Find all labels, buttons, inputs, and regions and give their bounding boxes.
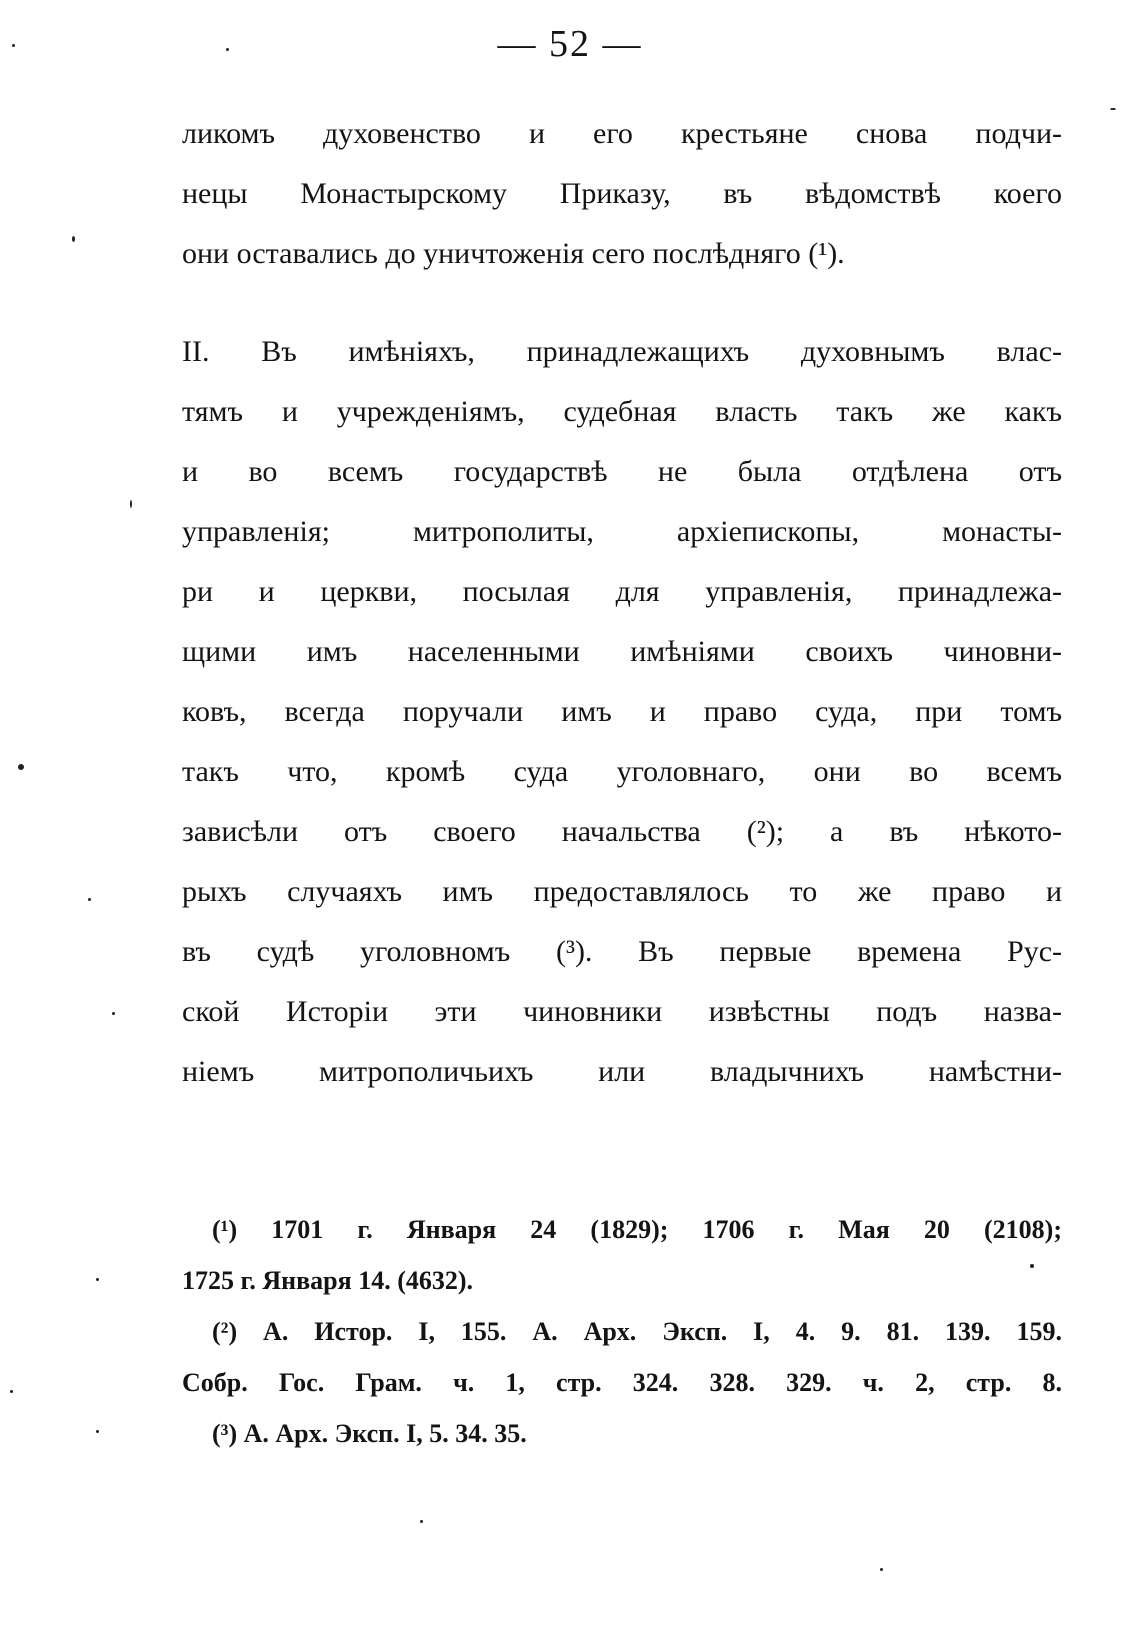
footnote-3-line: (³) А. Арх. Эксп. I, 5. 34. 35. <box>212 1419 527 1448</box>
text-line: рыхъ случаяхъ имъ предоставлялось то же право и <box>182 875 1062 908</box>
text-line: щими имъ населенными имѣніями своихъ чиновни- <box>182 635 1062 668</box>
footnote-1-line: (¹) 1701 г. Января 24 (1829); 1706 г. Мая 20 (2108); <box>212 1215 1062 1244</box>
scan-speck <box>96 1278 99 1281</box>
scan-speck <box>88 898 91 901</box>
text-line: II. Въ имѣніяхъ, принадлежащихъ духовнымъ влас- <box>182 335 1062 368</box>
text-line: въ судѣ уголовномъ (³). Въ первые времена Рус- <box>182 935 1062 968</box>
scan-speck <box>112 1012 115 1015</box>
scan-speck <box>72 236 75 242</box>
footnote-2-line: Собр. Гос. Грам. ч. 1, стр. 324. 328. 329. ч. 2, стр. 8. <box>182 1368 1062 1397</box>
scan-speck <box>130 500 132 508</box>
text-line: ніемъ митрополичьихъ или владычнихъ намѣстни- <box>182 1055 1062 1088</box>
text-line: нецы Монастырскому Приказу, въ вѣдомствѣ коего <box>182 177 1062 210</box>
scan-speck <box>420 1520 423 1523</box>
scan-speck <box>12 44 15 47</box>
scan-speck <box>226 48 229 51</box>
text-line: такъ что, кромѣ суда уголовнаго, они во всемъ <box>182 755 1062 788</box>
text-line: ри и церкви, посылая для управленія, принадлежа- <box>182 575 1062 608</box>
text-line: зависѣли отъ своего начальства (²); а въ нѣкото- <box>182 815 1062 848</box>
scan-speck <box>18 764 24 770</box>
text-line: управленія; митрополиты, архіепископы, монасты- <box>182 515 1062 548</box>
text-line: и во всемъ государствѣ не была отдѣлена отъ <box>182 455 1062 488</box>
scan-speck <box>10 1390 13 1393</box>
footnote-1-line: 1725 г. Января 14. (4632). <box>182 1266 474 1295</box>
text-line: они оставались до уничтоженія сего послѣдняго (¹). <box>182 237 845 270</box>
scan-speck <box>880 1568 883 1571</box>
scan-speck <box>1110 108 1116 110</box>
paragraph-continuation <box>182 104 1062 284</box>
scan-speck <box>1030 1264 1034 1268</box>
text-line: тямъ и учрежденіямъ, судебная власть такъ же какъ <box>182 395 1062 428</box>
text-line: ковъ, всегда поручали имъ и право суда, при томъ <box>182 695 1062 728</box>
footnotes <box>182 1204 1062 1459</box>
paragraph-section-ii <box>182 322 1062 1102</box>
page-number: — 52 — <box>497 23 643 65</box>
footnote-2-line: (²) А. Истор. I, 155. А. Арх. Эксп. I, 4. 9. 81. 139. 159. <box>212 1317 1062 1346</box>
scan-speck <box>96 1430 99 1433</box>
text-line: ской Исторіи эти чиновники извѣстны подъ назва- <box>182 995 1062 1028</box>
text-line: ликомъ духовенство и его крестьяне снова подчи- <box>182 117 1062 150</box>
